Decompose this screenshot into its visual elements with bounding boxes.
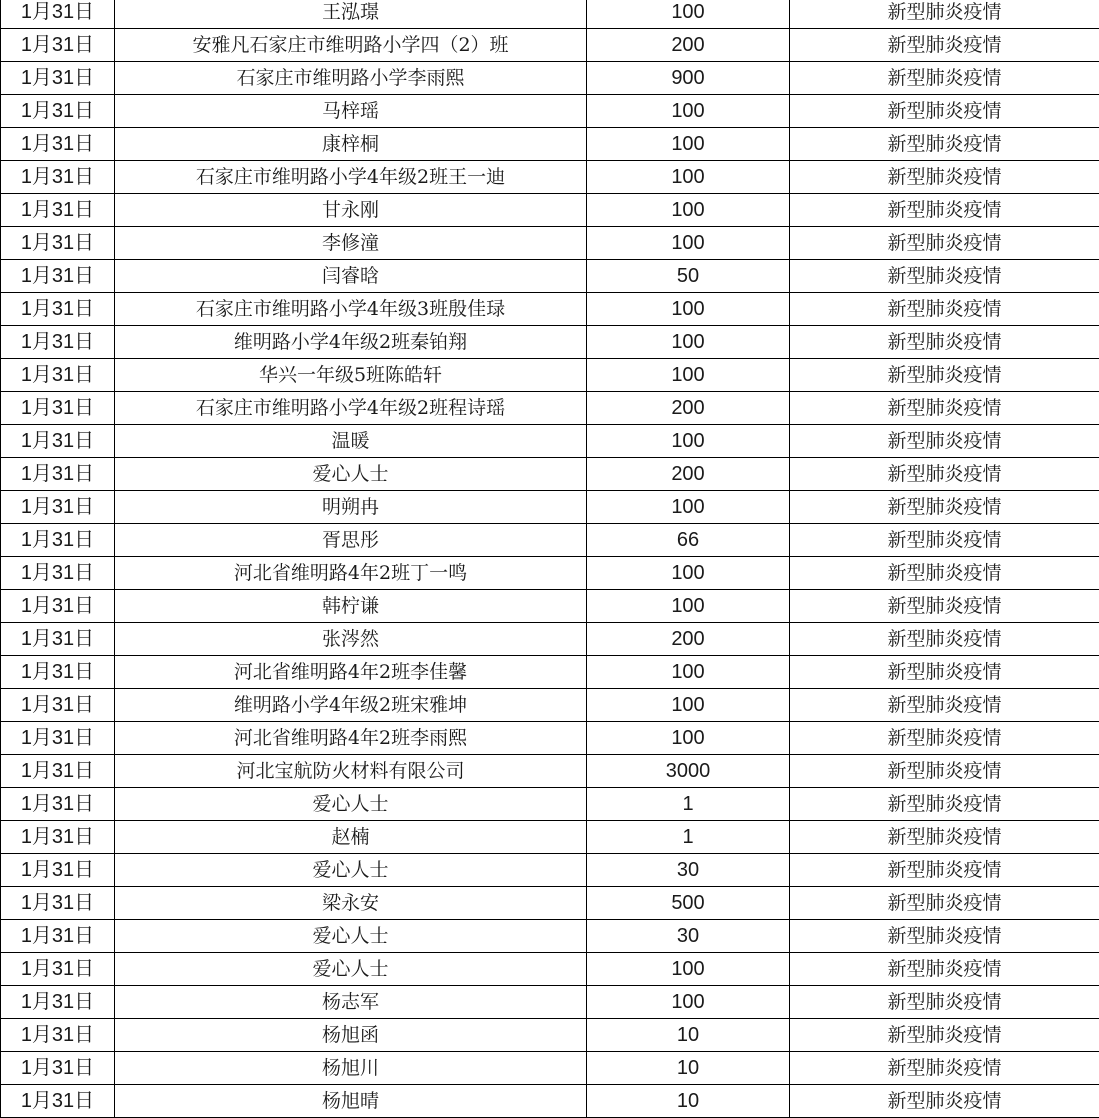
date-cell[interactable]: 1月31日 [1, 458, 115, 491]
donor-name-cell[interactable]: 爱心人士 [115, 458, 587, 491]
table-row [1, 590, 1099, 623]
donor-name-cell[interactable]: 胥思彤 [115, 524, 587, 557]
amount-cell[interactable]: 10 [587, 1052, 790, 1085]
table-row [1, 491, 1099, 524]
purpose-cell[interactable]: 新型肺炎疫情 [790, 590, 1099, 623]
amount-cell[interactable]: 100 [587, 0, 790, 29]
purpose-cell[interactable]: 新型肺炎疫情 [790, 524, 1099, 557]
date-cell[interactable]: 1月31日 [1, 1019, 115, 1052]
table-row [1, 557, 1099, 590]
purpose-cell[interactable]: 新型肺炎疫情 [790, 0, 1099, 29]
purpose-cell[interactable]: 新型肺炎疫情 [790, 293, 1099, 326]
donor-name-cell[interactable]: 河北省维明路4年2班李佳馨 [115, 656, 587, 689]
donor-name-cell[interactable]: 石家庄市维明路小学4年级3班殷佳琭 [115, 293, 587, 326]
table-row [1, 62, 1099, 95]
table-row [1, 887, 1099, 920]
donor-name-cell[interactable]: 张涔然 [115, 623, 587, 656]
date-cell[interactable]: 1月31日 [1, 392, 115, 425]
table-row [1, 260, 1099, 293]
purpose-cell[interactable]: 新型肺炎疫情 [790, 227, 1099, 260]
donor-name-cell[interactable]: 杨志军 [115, 986, 587, 1019]
amount-cell[interactable]: 10 [587, 1019, 790, 1052]
purpose-cell[interactable]: 新型肺炎疫情 [790, 656, 1099, 689]
donor-name-cell[interactable]: 明朔冉 [115, 491, 587, 524]
donor-name-cell[interactable]: 韩柠谦 [115, 590, 587, 623]
table-row [1, 953, 1099, 986]
amount-cell[interactable]: 50 [587, 260, 790, 293]
table-row [1, 986, 1099, 1019]
table-row [1, 0, 1099, 29]
purpose-cell[interactable]: 新型肺炎疫情 [790, 623, 1099, 656]
amount-cell[interactable]: 200 [587, 29, 790, 62]
purpose-cell[interactable]: 新型肺炎疫情 [790, 425, 1099, 458]
date-cell[interactable]: 1月31日 [1, 95, 115, 128]
amount-cell[interactable]: 66 [587, 524, 790, 557]
table-row [1, 227, 1099, 260]
donor-name-cell[interactable]: 李修潼 [115, 227, 587, 260]
table-row [1, 854, 1099, 887]
purpose-cell[interactable]: 新型肺炎疫情 [790, 458, 1099, 491]
table-row [1, 920, 1099, 953]
donor-name-cell[interactable]: 康梓桐 [115, 128, 587, 161]
date-cell[interactable]: 1月31日 [1, 623, 115, 656]
amount-cell[interactable]: 100 [587, 590, 790, 623]
amount-cell[interactable]: 100 [587, 293, 790, 326]
table-row [1, 623, 1099, 656]
purpose-cell[interactable]: 新型肺炎疫情 [790, 755, 1099, 788]
date-cell[interactable]: 1月31日 [1, 920, 115, 953]
table-row [1, 722, 1099, 755]
donor-name-cell[interactable]: 杨旭函 [115, 1019, 587, 1052]
donor-name-cell[interactable]: 爱心人士 [115, 953, 587, 986]
purpose-cell[interactable]: 新型肺炎疫情 [790, 821, 1099, 854]
purpose-cell[interactable]: 新型肺炎疫情 [790, 854, 1099, 887]
date-cell[interactable]: 1月31日 [1, 1052, 115, 1085]
donor-name-cell[interactable]: 维明路小学4年级2班秦铂翔 [115, 326, 587, 359]
amount-cell[interactable]: 100 [587, 656, 790, 689]
date-cell[interactable]: 1月31日 [1, 557, 115, 590]
amount-cell[interactable]: 100 [587, 557, 790, 590]
donor-name-cell[interactable]: 王泓璟 [115, 0, 587, 29]
amount-cell[interactable]: 1 [587, 821, 790, 854]
table-row [1, 194, 1099, 227]
purpose-cell[interactable]: 新型肺炎疫情 [790, 920, 1099, 953]
donor-name-cell[interactable]: 爱心人士 [115, 854, 587, 887]
purpose-cell[interactable]: 新型肺炎疫情 [790, 1052, 1099, 1085]
purpose-cell[interactable]: 新型肺炎疫情 [790, 788, 1099, 821]
amount-cell[interactable]: 100 [587, 326, 790, 359]
purpose-cell[interactable]: 新型肺炎疫情 [790, 62, 1099, 95]
donor-name-cell[interactable]: 爱心人士 [115, 920, 587, 953]
donor-name-cell[interactable]: 赵楠 [115, 821, 587, 854]
purpose-cell[interactable]: 新型肺炎疫情 [790, 887, 1099, 920]
donor-name-cell[interactable]: 石家庄市维明路小学4年级2班王一迪 [115, 161, 587, 194]
amount-cell[interactable]: 200 [587, 392, 790, 425]
table-row [1, 524, 1099, 557]
table-row [1, 755, 1099, 788]
purpose-cell[interactable]: 新型肺炎疫情 [790, 1085, 1099, 1118]
table-row [1, 1085, 1099, 1118]
amount-cell[interactable]: 100 [587, 491, 790, 524]
table-row [1, 326, 1099, 359]
date-cell[interactable]: 1月31日 [1, 491, 115, 524]
amount-cell[interactable]: 100 [587, 227, 790, 260]
date-cell[interactable]: 1月31日 [1, 293, 115, 326]
donor-name-cell[interactable]: 河北宝航防火材料有限公司 [115, 755, 587, 788]
purpose-cell[interactable]: 新型肺炎疫情 [790, 722, 1099, 755]
donor-name-cell[interactable]: 爱心人士 [115, 788, 587, 821]
table-row [1, 95, 1099, 128]
donor-name-cell[interactable]: 温暖 [115, 425, 587, 458]
purpose-cell[interactable]: 新型肺炎疫情 [790, 194, 1099, 227]
donor-name-cell[interactable]: 安雅凡石家庄市维明路小学四（2）班 [115, 29, 587, 62]
purpose-cell[interactable]: 新型肺炎疫情 [790, 161, 1099, 194]
donor-name-cell[interactable]: 甘永刚 [115, 194, 587, 227]
amount-cell[interactable]: 100 [587, 986, 790, 1019]
date-cell[interactable]: 1月31日 [1, 425, 115, 458]
donor-name-cell[interactable]: 河北省维明路4年2班李雨熙 [115, 722, 587, 755]
purpose-cell[interactable]: 新型肺炎疫情 [790, 95, 1099, 128]
date-cell[interactable]: 1月31日 [1, 986, 115, 1019]
date-cell[interactable]: 1月31日 [1, 359, 115, 392]
table-row [1, 1019, 1099, 1052]
donor-name-cell[interactable]: 石家庄市维明路小学4年级2班程诗瑶 [115, 392, 587, 425]
amount-cell[interactable]: 500 [587, 887, 790, 920]
table-row [1, 128, 1099, 161]
date-cell[interactable]: 1月31日 [1, 0, 115, 29]
purpose-cell[interactable]: 新型肺炎疫情 [790, 986, 1099, 1019]
amount-cell[interactable]: 900 [587, 62, 790, 95]
table-row [1, 788, 1099, 821]
amount-cell[interactable]: 100 [587, 161, 790, 194]
table-row [1, 656, 1099, 689]
purpose-cell[interactable]: 新型肺炎疫情 [790, 29, 1099, 62]
donor-name-cell[interactable]: 杨旭晴 [115, 1085, 587, 1118]
purpose-cell[interactable]: 新型肺炎疫情 [790, 260, 1099, 293]
date-cell[interactable]: 1月31日 [1, 689, 115, 722]
amount-cell[interactable]: 100 [587, 689, 790, 722]
date-cell[interactable]: 1月31日 [1, 590, 115, 623]
amount-cell[interactable]: 30 [587, 854, 790, 887]
date-cell[interactable]: 1月31日 [1, 722, 115, 755]
amount-cell[interactable]: 100 [587, 425, 790, 458]
amount-cell[interactable]: 10 [587, 1085, 790, 1118]
purpose-cell[interactable]: 新型肺炎疫情 [790, 128, 1099, 161]
amount-cell[interactable]: 200 [587, 623, 790, 656]
purpose-cell[interactable]: 新型肺炎疫情 [790, 557, 1099, 590]
table-row [1, 1052, 1099, 1085]
date-cell[interactable]: 1月31日 [1, 1085, 115, 1118]
table-row [1, 425, 1099, 458]
table-row [1, 689, 1099, 722]
table-row [1, 458, 1099, 491]
date-cell[interactable]: 1月31日 [1, 326, 115, 359]
table-row [1, 29, 1099, 62]
purpose-cell[interactable]: 新型肺炎疫情 [790, 689, 1099, 722]
date-cell[interactable]: 1月31日 [1, 161, 115, 194]
amount-cell[interactable]: 100 [587, 194, 790, 227]
amount-cell[interactable]: 30 [587, 920, 790, 953]
donor-name-cell[interactable]: 闫睿晗 [115, 260, 587, 293]
amount-cell[interactable]: 200 [587, 458, 790, 491]
donor-name-cell[interactable]: 华兴一年级5班陈皓轩 [115, 359, 587, 392]
amount-cell[interactable]: 100 [587, 722, 790, 755]
date-cell[interactable]: 1月31日 [1, 128, 115, 161]
date-cell[interactable]: 1月31日 [1, 194, 115, 227]
date-cell[interactable]: 1月31日 [1, 953, 115, 986]
purpose-cell[interactable]: 新型肺炎疫情 [790, 392, 1099, 425]
amount-cell[interactable]: 100 [587, 128, 790, 161]
donor-name-cell[interactable]: 马梓瑶 [115, 95, 587, 128]
purpose-cell[interactable]: 新型肺炎疫情 [790, 953, 1099, 986]
table-row [1, 359, 1099, 392]
donation-table-body [1, 0, 1099, 1118]
donor-name-cell[interactable]: 维明路小学4年级2班宋雅坤 [115, 689, 587, 722]
date-cell[interactable]: 1月31日 [1, 788, 115, 821]
amount-cell[interactable]: 100 [587, 359, 790, 392]
amount-cell[interactable]: 1 [587, 788, 790, 821]
date-cell[interactable]: 1月31日 [1, 656, 115, 689]
table-row [1, 161, 1099, 194]
date-cell[interactable]: 1月31日 [1, 755, 115, 788]
table-row [1, 821, 1099, 854]
purpose-cell[interactable]: 新型肺炎疫情 [790, 359, 1099, 392]
date-cell[interactable]: 1月31日 [1, 227, 115, 260]
amount-cell[interactable]: 100 [587, 95, 790, 128]
table-row [1, 392, 1099, 425]
table-row [1, 293, 1099, 326]
donor-name-cell[interactable]: 杨旭川 [115, 1052, 587, 1085]
donor-name-cell[interactable]: 梁永安 [115, 887, 587, 920]
date-cell[interactable]: 1月31日 [1, 260, 115, 293]
date-cell[interactable]: 1月31日 [1, 854, 115, 887]
purpose-cell[interactable]: 新型肺炎疫情 [790, 1019, 1099, 1052]
date-cell[interactable]: 1月31日 [1, 62, 115, 95]
date-cell[interactable]: 1月31日 [1, 887, 115, 920]
amount-cell[interactable]: 100 [587, 953, 790, 986]
date-cell[interactable]: 1月31日 [1, 821, 115, 854]
date-cell[interactable]: 1月31日 [1, 29, 115, 62]
donor-name-cell[interactable]: 石家庄市维明路小学李雨熙 [115, 62, 587, 95]
donor-name-cell[interactable]: 河北省维明路4年2班丁一鸣 [115, 557, 587, 590]
amount-cell[interactable]: 3000 [587, 755, 790, 788]
purpose-cell[interactable]: 新型肺炎疫情 [790, 326, 1099, 359]
purpose-cell[interactable]: 新型肺炎疫情 [790, 491, 1099, 524]
date-cell[interactable]: 1月31日 [1, 524, 115, 557]
